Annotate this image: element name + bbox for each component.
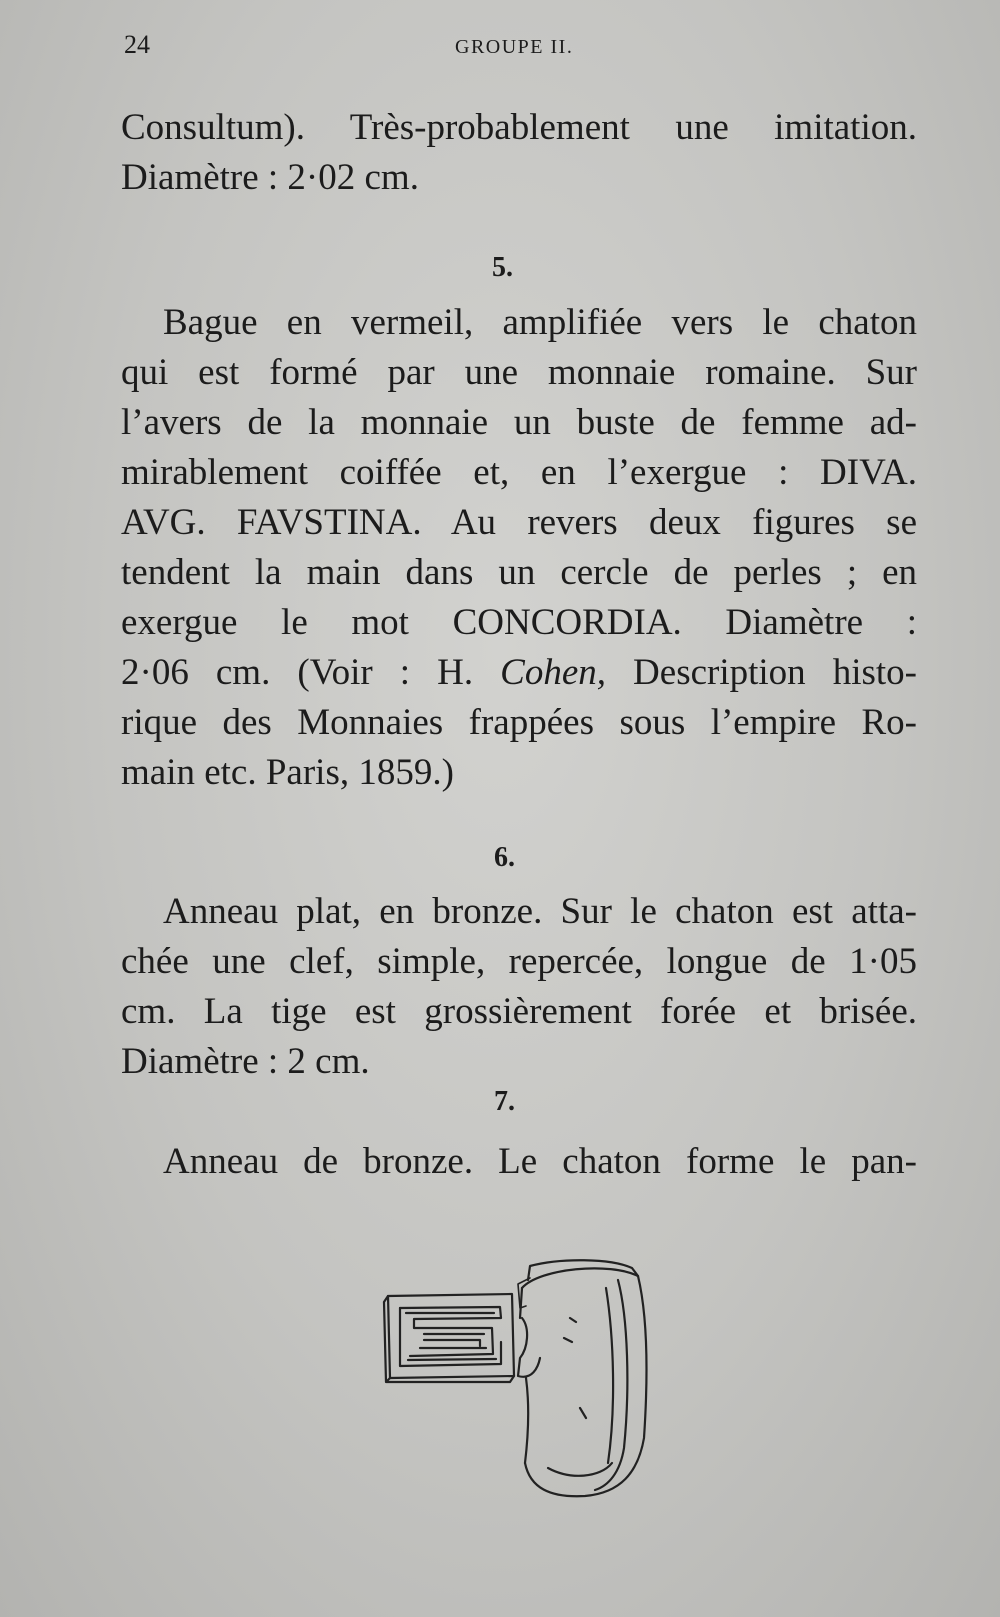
- text-line: cm. La tige est grossièrement forée et brisée.: [121, 991, 917, 1032]
- text-line: main etc. Paris, 1859.): [121, 752, 454, 793]
- text-line: [121, 648, 917, 698]
- page-number: 24: [124, 30, 150, 59]
- ring-illustration: [380, 1258, 670, 1523]
- text-line: AVG. FAVSTINA. Au revers deux figures se: [121, 502, 917, 543]
- author-name: Cohen,: [500, 652, 606, 693]
- ring-with-meander-bezel-illustration: [380, 1258, 670, 1523]
- text-line: mirablement coiffée et, en l’exergue : DIVA.: [121, 452, 917, 493]
- paragraph-continuation: [121, 103, 917, 203]
- section-number-6: 6.: [494, 842, 515, 873]
- paragraph-item-6: [121, 887, 917, 1087]
- paragraph-item-5: [121, 298, 917, 798]
- text-line: Anneau de bronze. Le chaton forme le pan-: [163, 1141, 917, 1182]
- text-fragment: 2·06 cm. (Voir : H.: [121, 652, 501, 693]
- text-line: Bague en vermeil, amplifiée vers le chaton: [163, 302, 917, 343]
- text-line: Consultum). Très-probablement une imitation.: [121, 107, 917, 148]
- text-line: l’avers de la monnaie un buste de femme ad-: [121, 402, 917, 443]
- text-line: Diamètre : 2·02 cm.: [121, 157, 419, 198]
- section-number-5: 5.: [492, 252, 513, 283]
- running-head: GROUPE II.: [455, 36, 574, 58]
- text-line: exergue le mot CONCORDIA. Diamètre :: [121, 602, 917, 643]
- text-line: chée une clef, simple, repercée, longue de 1·05: [121, 941, 917, 982]
- text-fragment: Description histo-: [633, 652, 917, 693]
- section-number-7: 7.: [494, 1086, 515, 1117]
- text-line: tendent la main dans un cercle de perles ; en: [121, 552, 917, 593]
- text-line: Diamètre : 2 cm.: [121, 1041, 370, 1082]
- text-line: Anneau plat, en bronze. Sur le chaton est atta-: [163, 891, 917, 932]
- text-line: rique des Monnaies frappées sous l’empire Ro-: [121, 702, 917, 743]
- text-line: qui est formé par une monnaie romaine. Sur: [121, 352, 917, 393]
- paragraph-item-7: [121, 1137, 917, 1187]
